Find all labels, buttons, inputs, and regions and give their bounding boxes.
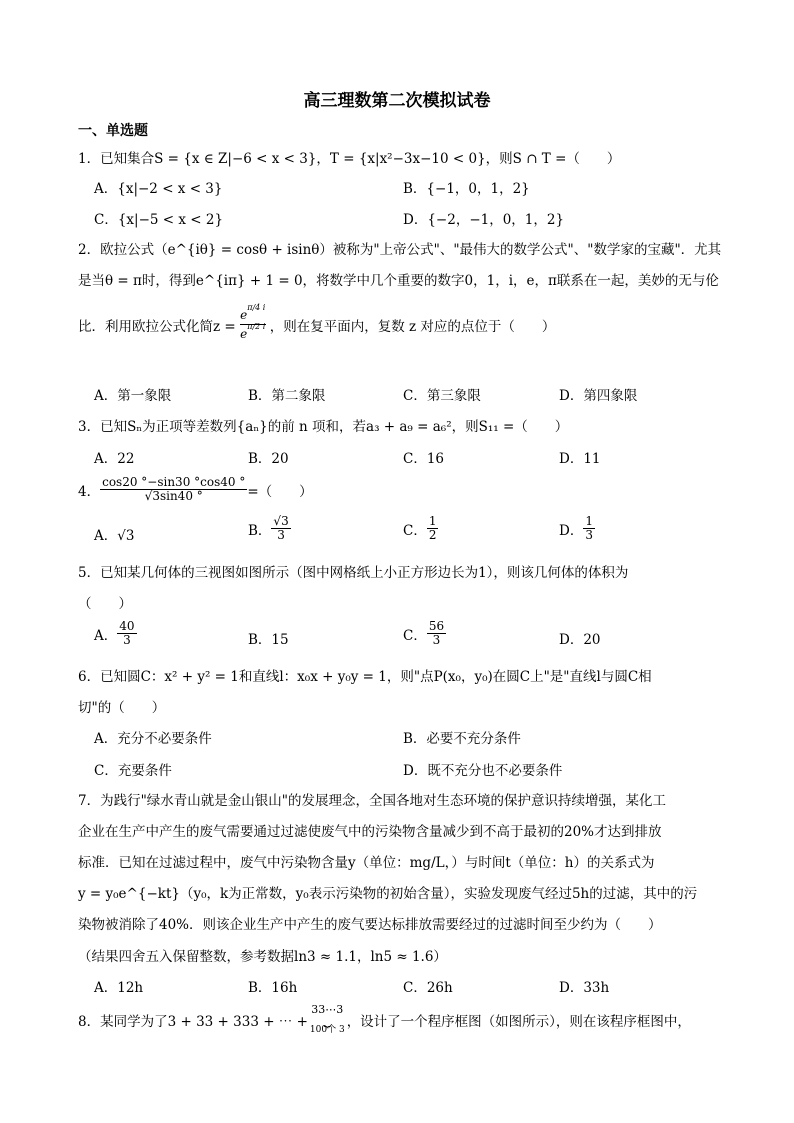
question-5-option-c[interactable] [403, 620, 446, 647]
question-2-option-d[interactable]: D．第四象限 [559, 388, 638, 404]
underbrace-symbol: ⏟ [323, 1013, 331, 1027]
option-label: A． [94, 627, 118, 644]
question-7-option-a[interactable]: A．12h [94, 980, 144, 996]
question-2-line-1: 2．欧拉公式（e^{iθ} = cosθ + isinθ）被称为"上帝公式"、"最伟大的数学公式"、"数学家的宝藏"．尤其 [78, 242, 722, 258]
question-1-option-c[interactable]: C．{x|−5 < x < 2} [94, 212, 224, 228]
underbrace-term [310, 1004, 345, 1036]
question-5-line-2: （ ） [78, 596, 132, 612]
question-8-stem [78, 1004, 718, 1036]
option-label: D． [559, 522, 584, 539]
question-2-option-a[interactable]: A．第一象限 [94, 388, 172, 404]
option-fraction [117, 620, 136, 647]
question-2-option-b[interactable]: B．第二象限 [248, 388, 326, 404]
question-7-option-b[interactable]: B．16h [248, 980, 298, 996]
numerator: √3 [273, 514, 289, 528]
question-5-option-b[interactable]: B．15 [248, 632, 289, 648]
denominator: 3 [277, 528, 285, 542]
question-3-option-d[interactable]: D．11 [559, 451, 601, 467]
question-6-option-a[interactable]: A．充分不必要条件 [94, 731, 212, 747]
question-4-suffix: =（ ） [247, 483, 313, 500]
question-2-option-c[interactable]: C．第三象限 [403, 388, 481, 404]
question-3-option-c[interactable]: C．16 [403, 451, 445, 467]
question-5-line-1: 5．已知某几何体的三视图如图所示（图中网格纸上小正方形边长为1），则该几何体的体积为 [78, 565, 629, 581]
numerator: 56 [428, 619, 445, 633]
denominator: 3 [123, 633, 131, 647]
question-7-line-3: 标准．已知在过滤过程中，废气中污染物含量y（单位：mg/L，）与时间t（单位：h）的关系式为 [78, 855, 655, 871]
numerator: 1 [428, 514, 437, 528]
question-8-prefix: 8．某同学为了3 + 33 + 333 + ⋯ + [78, 1014, 308, 1030]
z-fraction: $e^{\pi/4 i}$ $e^{\pi/2 i}$ [240, 303, 266, 341]
question-4-option-d[interactable] [559, 515, 595, 542]
question-4-prefix: 4． [78, 483, 101, 500]
question-1-option-a[interactable]: A．{x|−2 < x < 3} [94, 181, 223, 197]
question-4-denominator: √3sin40 ° [144, 489, 203, 503]
question-6-option-c[interactable]: C．充要条件 [94, 763, 172, 779]
question-1-option-b[interactable]: B．{−1，0，1，2} [403, 181, 530, 197]
question-4-fraction [100, 476, 247, 503]
question-1-option-d[interactable]: D．{−2，−1，0，1，2} [403, 212, 565, 228]
denominator: 2 [428, 528, 437, 542]
question-6-option-d[interactable]: D．既不充分也不必要条件 [403, 763, 563, 779]
question-7-line-1: 7．为践行"绿水青山就是金山银山"的发展理念，全国各地对生态环境的保护意识持续增强，某化工 [78, 793, 667, 809]
question-4-option-a[interactable]: A．√3 [94, 528, 135, 544]
option-label: C． [403, 627, 427, 644]
question-2-line-2: 是当θ = π时，得到e^{iπ} + 1 = 0，将数学中几个重要的数字0，1，i，e，π联系在一起，美妙的无与伦 [78, 273, 719, 289]
option-fraction [427, 515, 439, 542]
numerator: 1 [585, 514, 593, 528]
denominator: 3 [585, 528, 593, 542]
question-2-line-3-suffix: ，则在复平面内，复数 z 对应的点位于（ ） [269, 318, 556, 335]
question-3-stem: 3．已知Sₙ为正项等差数列{aₙ}的前 n 项和，若a₃ + a₉ = a₆²，则S₁₁ =（ ） [78, 419, 569, 435]
option-fraction [271, 515, 290, 542]
option-fraction [583, 515, 595, 542]
question-4-option-c[interactable] [403, 515, 438, 542]
question-5-option-a[interactable] [94, 620, 137, 647]
question-2-line-3 [78, 303, 718, 341]
question-4-option-b[interactable] [248, 515, 291, 542]
question-6-line-2: 切"的（ ） [78, 700, 166, 716]
numerator: 40 [119, 619, 135, 633]
question-7-option-d[interactable]: D．33h [559, 980, 610, 996]
question-6-option-b[interactable]: B．必要不充分条件 [403, 731, 521, 747]
question-7-line-4: y = y₀e^{−kt}（y₀，k为正常数，y₀表示污染物的初始含量），实验发现废气经过5h的过滤，其中的污 [78, 886, 698, 902]
question-4-numerator: cos20 °−sin30 °cos40 ° [102, 475, 246, 489]
question-7-line-2: 企业在生产中产生的废气需要通过过滤使废气中的污染物含量减少到不高于最初的20%才达到排放 [78, 824, 662, 840]
underbrace-top: 33⋯3 [311, 1003, 344, 1016]
question-7-line-6: （结果四舍五入保留整数，参考数据ln3 ≈ 1.1，ln5 ≈ 1.6） [78, 949, 447, 965]
question-7-option-c[interactable]: C．26h [403, 980, 453, 996]
option-label: C． [403, 522, 427, 539]
question-5-option-d[interactable]: D．20 [559, 632, 601, 648]
question-3-option-b[interactable]: B．20 [248, 451, 289, 467]
question-4-stem [78, 476, 718, 503]
option-label: B． [248, 522, 272, 539]
question-1-stem: 1．已知集合S = {x ∈ Z|−6 < x < 3}，T = {x|x²−3x−10 < 0}，则S ∩ T =（ ） [78, 151, 621, 167]
section-heading: 一、单选题 [78, 123, 148, 139]
page-title: 高三理数第二次模拟试卷 [303, 91, 491, 111]
question-8-suffix: ，设计了一个程序框图（如图所示），则在该程序框图中， [346, 1014, 691, 1030]
question-7-line-5: 染物被消除了40%．则该企业生产中产生的废气要达标排放需要经过的过滤时间至少约为（ ） [78, 917, 662, 933]
option-fraction [427, 620, 446, 647]
underbrace-label: 100个 3 [309, 1025, 345, 1035]
question-6-line-1: 6．已知圆C：x² + y² = 1和直线l：x₀x + y₀y = 1，则"点P(x₀，y₀)在圆C上"是"直线l与圆C相 [78, 669, 652, 685]
denominator: 3 [432, 633, 441, 647]
question-2-line-3-prefix: 比．利用欧拉公式化简z = [78, 318, 236, 335]
question-3-option-a[interactable]: A．22 [94, 451, 135, 467]
